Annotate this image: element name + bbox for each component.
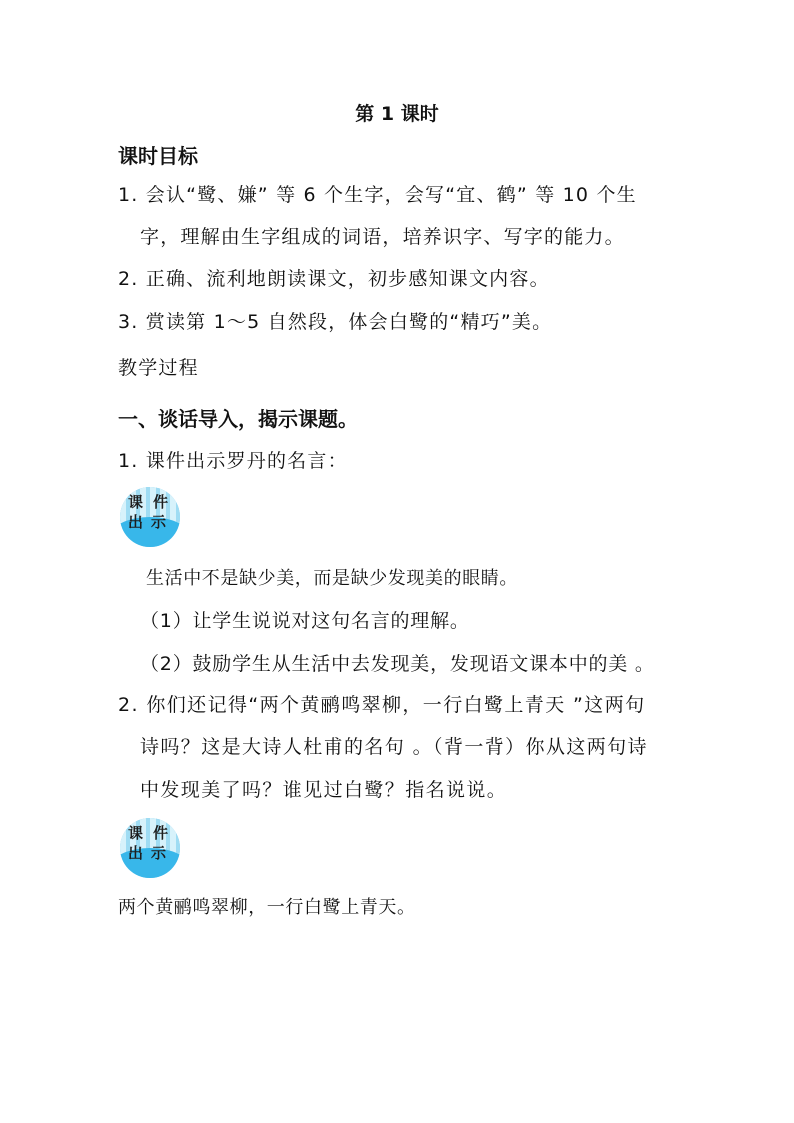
badge-char-4: 示	[151, 844, 167, 862]
objective-1-line-1: 1. 会认“鹭、嫌” 等 6 个生字，会写“宜、鹤” 等 10 个生	[118, 184, 637, 206]
step-2-line-2: 诗吗？这是大诗人杜甫的名句 。（背一背）你从这两句诗	[140, 736, 648, 758]
badge-char-2: 件	[153, 493, 169, 511]
section-1-heading: 一、谈话导入，揭示课题。	[118, 407, 358, 431]
objectives-heading: 课时目标	[118, 144, 198, 168]
badge-char-2: 件	[153, 824, 169, 842]
sub-step-2: （2）鼓励学生从生活中去发现美，发现语文课本中的美 。	[140, 653, 655, 675]
step-2-line-3: 中发现美了吗？谁见过白鹭？指名说说。	[140, 779, 508, 801]
page-title: 第 1 课时	[355, 103, 439, 125]
badge-char-1: 课	[128, 824, 144, 842]
step-2-line-1: 2. 你们还记得“两个黄鹂鸣翠柳，一行白鹭上青天 ”这两句	[118, 694, 646, 716]
rodin-quote: 生活中不是缺少美，而是缺少发现美的眼睛。	[146, 568, 518, 589]
step-1: 1. 课件出示罗丹的名言：	[118, 450, 348, 472]
courseware-badge-1	[120, 487, 180, 547]
poem-line: 两个黄鹂鸣翠柳，一行白鹭上青天。	[118, 897, 416, 918]
objective-1-line-2: 字，理解由生字组成的词语，培养识字、写字的能力。	[140, 226, 625, 248]
objective-3: 3. 赏读第 1～5 自然段，体会白鹭的“精巧”美。	[118, 311, 553, 333]
courseware-badge-2	[120, 818, 180, 878]
objective-2: 2. 正确、流利地朗读课文，初步感知课文内容。	[118, 268, 550, 290]
badge-char-4: 示	[151, 513, 167, 531]
badge-char-3: 出	[128, 513, 144, 531]
badge-char-1: 课	[128, 493, 144, 511]
sub-step-1: （1）让学生说说对这句名言的理解。	[140, 610, 470, 632]
process-heading: 教学过程	[118, 357, 199, 379]
badge-char-3: 出	[128, 844, 144, 862]
